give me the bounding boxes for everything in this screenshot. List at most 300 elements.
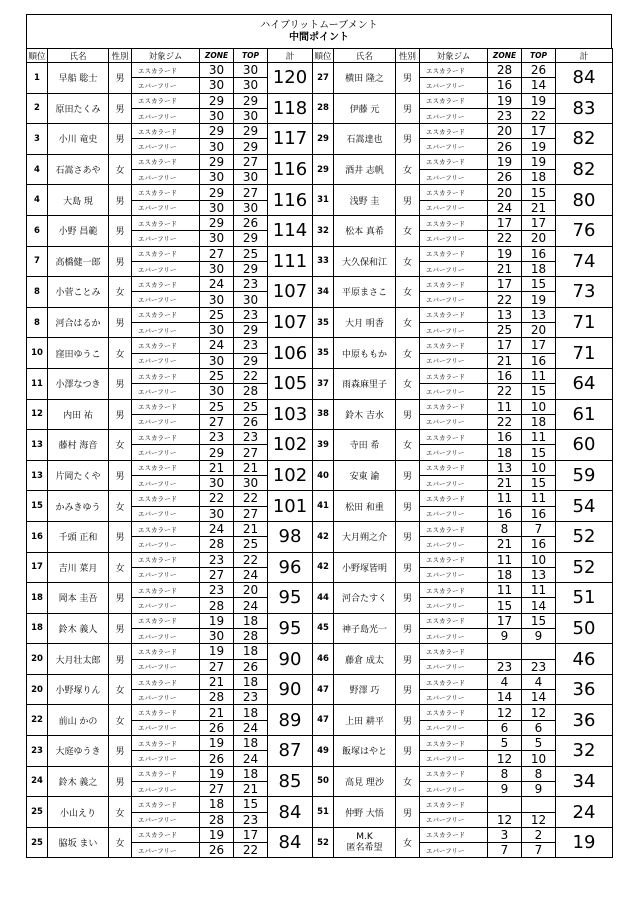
gym-cell: エスカラード xyxy=(420,827,488,842)
gym-cell: エバーフリー xyxy=(420,476,488,491)
top-cell: 24 xyxy=(234,567,268,582)
rank-cell: 27 xyxy=(313,63,334,94)
zone-cell xyxy=(488,797,522,812)
table-row xyxy=(27,491,613,506)
header-total: 計 xyxy=(268,49,313,63)
sex-cell: 男 xyxy=(396,124,420,155)
table-row xyxy=(27,368,613,383)
top-cell: 23 xyxy=(234,430,268,445)
top-cell: 29 xyxy=(234,353,268,368)
zone-cell: 3 xyxy=(488,827,522,842)
top-cell: 29 xyxy=(234,231,268,246)
name-cell: 横田 隆之 xyxy=(334,63,396,94)
sex-cell: 男 xyxy=(396,552,420,583)
gym-cell: エバーフリー xyxy=(420,414,488,429)
top-cell: 27 xyxy=(234,185,268,200)
header-zone: ZONE xyxy=(200,49,234,63)
gym-cell: エバーフリー xyxy=(132,78,200,93)
gym-cell: エスカラード xyxy=(420,552,488,567)
rank-cell: 42 xyxy=(313,521,334,552)
total-cell: 90 xyxy=(268,674,313,705)
gym-cell: エバーフリー xyxy=(420,353,488,368)
top-cell: 15 xyxy=(522,185,556,200)
top-cell: 25 xyxy=(234,399,268,414)
rank-cell: 7 xyxy=(27,246,48,277)
zone-cell: 30 xyxy=(200,384,234,399)
top-cell: 30 xyxy=(234,170,268,185)
zone-cell: 28 xyxy=(200,812,234,827)
header-total: 計 xyxy=(556,49,613,63)
rank-cell: 38 xyxy=(313,399,334,430)
gym-cell: エスカラード xyxy=(132,399,200,414)
rank-cell: 47 xyxy=(313,705,334,736)
zone-cell: 21 xyxy=(200,460,234,475)
top-cell: 21 xyxy=(234,460,268,475)
gym-cell: エスカラード xyxy=(420,338,488,353)
zone-cell: 24 xyxy=(200,277,234,292)
rank-cell: 11 xyxy=(27,368,48,399)
total-cell: 76 xyxy=(556,215,613,246)
gym-cell: エバーフリー xyxy=(420,720,488,735)
top-cell: 17 xyxy=(234,827,268,842)
gym-cell: エスカラード xyxy=(132,246,200,261)
sex-cell: 男 xyxy=(109,307,132,338)
gym-cell: エスカラード xyxy=(420,491,488,506)
top-cell: 11 xyxy=(522,583,556,598)
sex-cell: 女 xyxy=(109,491,132,522)
zone-cell: 30 xyxy=(200,261,234,276)
gym-cell: エスカラード xyxy=(420,613,488,628)
zone-cell: 7 xyxy=(488,843,522,858)
name-cell: 安東 諭 xyxy=(334,460,396,491)
gym-cell: エバーフリー xyxy=(132,353,200,368)
zone-cell: 12 xyxy=(488,705,522,720)
gym-cell: エバーフリー xyxy=(132,384,200,399)
zone-cell: 29 xyxy=(200,154,234,169)
total-cell: 116 xyxy=(268,185,313,216)
top-cell: 22 xyxy=(234,368,268,383)
gym-cell: エバーフリー xyxy=(132,108,200,123)
zone-cell: 25 xyxy=(200,399,234,414)
name-cell: 原田たくみ xyxy=(48,93,109,124)
name-cell: 雨森麻里子 xyxy=(334,368,396,399)
rank-cell: 4 xyxy=(27,154,48,185)
rank-cell: 47 xyxy=(313,674,334,705)
name-cell: 藤村 海音 xyxy=(48,430,109,461)
rank-cell: 1 xyxy=(27,63,48,94)
gym-cell: エバーフリー xyxy=(420,384,488,399)
gym-cell: エスカラード xyxy=(420,368,488,383)
zone-cell: 24 xyxy=(488,200,522,215)
rank-cell: 20 xyxy=(27,674,48,705)
zone-cell: 4 xyxy=(488,674,522,689)
top-cell: 24 xyxy=(234,598,268,613)
gym-cell: エスカラード xyxy=(420,674,488,689)
top-cell: 15 xyxy=(522,476,556,491)
gym-cell: エスカラード xyxy=(132,674,200,689)
zone-cell: 26 xyxy=(488,139,522,154)
rank-cell: 25 xyxy=(27,797,48,828)
rank-cell: 40 xyxy=(313,460,334,491)
top-cell: 22 xyxy=(234,843,268,858)
zone-cell: 21 xyxy=(488,353,522,368)
zone-cell: 30 xyxy=(200,476,234,491)
total-cell: 102 xyxy=(268,460,313,491)
top-cell: 8 xyxy=(522,766,556,781)
zone-cell: 19 xyxy=(200,827,234,842)
top-cell: 10 xyxy=(522,399,556,414)
gym-cell: エスカラード xyxy=(132,338,200,353)
header-gym: 対象ジム xyxy=(132,49,200,63)
gym-cell: エスカラード xyxy=(132,613,200,628)
top-cell: 26 xyxy=(234,215,268,230)
gym-cell: エスカラード xyxy=(420,766,488,781)
total-cell: 89 xyxy=(268,705,313,736)
top-cell: 30 xyxy=(234,63,268,78)
zone-cell: 19 xyxy=(488,93,522,108)
sex-cell: 男 xyxy=(109,736,132,767)
zone-cell: 30 xyxy=(200,231,234,246)
table-row xyxy=(27,521,613,536)
zone-cell: 30 xyxy=(200,200,234,215)
name-cell: 鈴木 義人 xyxy=(48,613,109,644)
gym-cell: エバーフリー xyxy=(132,720,200,735)
total-cell: 82 xyxy=(556,124,613,155)
sex-cell: 女 xyxy=(109,552,132,583)
total-cell: 52 xyxy=(556,521,613,552)
zone-cell: 29 xyxy=(200,93,234,108)
total-cell: 82 xyxy=(556,154,613,185)
rank-cell: 24 xyxy=(27,766,48,797)
top-cell: 18 xyxy=(234,613,268,628)
sex-cell: 男 xyxy=(109,766,132,797)
gym-cell: エスカラード xyxy=(132,736,200,751)
top-cell: 28 xyxy=(234,384,268,399)
zone-cell: 30 xyxy=(200,170,234,185)
top-cell: 16 xyxy=(522,246,556,261)
sex-cell: 男 xyxy=(109,460,132,491)
sex-cell: 女 xyxy=(109,430,132,461)
name-cell: 小澤なつき xyxy=(48,368,109,399)
zone-cell: 20 xyxy=(488,185,522,200)
top-cell: 27 xyxy=(234,445,268,460)
total-cell: 107 xyxy=(268,307,313,338)
zone-cell: 26 xyxy=(200,843,234,858)
zone-cell: 11 xyxy=(488,583,522,598)
gym-cell: エバーフリー xyxy=(132,323,200,338)
top-cell: 14 xyxy=(522,598,556,613)
zone-cell: 30 xyxy=(200,139,234,154)
top-cell: 17 xyxy=(522,338,556,353)
zone-cell: 13 xyxy=(488,460,522,475)
total-cell: 71 xyxy=(556,307,613,338)
zone-cell: 24 xyxy=(200,521,234,536)
top-cell: 24 xyxy=(234,751,268,766)
total-cell: 24 xyxy=(556,797,613,828)
gym-cell: エバーフリー xyxy=(132,445,200,460)
gym-cell: エスカラード xyxy=(420,307,488,322)
rank-cell: 29 xyxy=(313,154,334,185)
top-cell: 17 xyxy=(522,124,556,139)
top-cell: 15 xyxy=(522,384,556,399)
gym-cell: エバーフリー xyxy=(132,231,200,246)
sex-cell: 男 xyxy=(109,124,132,155)
total-cell: 74 xyxy=(556,246,613,277)
gym-cell: エバーフリー xyxy=(420,108,488,123)
gym-cell: エスカラード xyxy=(420,644,488,659)
header-gym: 対象ジム xyxy=(420,49,488,63)
name-cell: 小川 竜史 xyxy=(48,124,109,155)
top-cell: 9 xyxy=(522,628,556,643)
sex-cell: 男 xyxy=(396,63,420,94)
rank-cell: 6 xyxy=(27,215,48,246)
top-cell: 23 xyxy=(234,338,268,353)
header-sex: 性別 xyxy=(396,49,420,63)
gym-cell: エスカラード xyxy=(420,736,488,751)
zone-cell: 27 xyxy=(200,781,234,796)
rank-cell: 13 xyxy=(27,430,48,461)
name-cell: 高見 理沙 xyxy=(334,766,396,797)
top-cell: 11 xyxy=(522,491,556,506)
top-cell: 23 xyxy=(234,812,268,827)
zone-cell: 29 xyxy=(200,445,234,460)
gym-cell: エバーフリー xyxy=(420,231,488,246)
total-cell: 120 xyxy=(268,63,313,94)
top-cell: 28 xyxy=(234,628,268,643)
name-cell: 鈴木 吉水 xyxy=(334,399,396,430)
zone-cell: 29 xyxy=(200,215,234,230)
sex-cell: 男 xyxy=(109,613,132,644)
name-cell: 河合たすく xyxy=(334,583,396,614)
title-box xyxy=(26,14,612,48)
name-cell: 大島 現 xyxy=(48,185,109,216)
header-row xyxy=(27,49,613,63)
zone-cell: 17 xyxy=(488,277,522,292)
name-cell: 千頭 正和 xyxy=(48,521,109,552)
zone-cell: 19 xyxy=(200,766,234,781)
gym-cell: エバーフリー xyxy=(420,812,488,827)
gym-cell: エバーフリー xyxy=(132,751,200,766)
zone-cell: 17 xyxy=(488,215,522,230)
gym-cell: エバーフリー xyxy=(132,690,200,705)
sex-cell: 男 xyxy=(396,736,420,767)
gym-cell: エスカラード xyxy=(420,246,488,261)
total-cell: 51 xyxy=(556,583,613,614)
top-cell: 18 xyxy=(234,674,268,689)
top-cell: 24 xyxy=(234,720,268,735)
name-cell: 平原まさこ xyxy=(334,277,396,308)
name-cell: 大月壮太郎 xyxy=(48,644,109,675)
top-cell: 20 xyxy=(522,231,556,246)
top-cell: 15 xyxy=(522,613,556,628)
total-cell: 73 xyxy=(556,277,613,308)
top-cell: 29 xyxy=(234,261,268,276)
zone-cell: 8 xyxy=(488,521,522,536)
zone-cell: 11 xyxy=(488,552,522,567)
gym-cell: エスカラード xyxy=(420,124,488,139)
zone-cell: 23 xyxy=(488,659,522,674)
top-cell: 10 xyxy=(522,552,556,567)
sex-cell: 男 xyxy=(396,797,420,828)
top-cell: 23 xyxy=(234,690,268,705)
name-cell: 岡本 圭吾 xyxy=(48,583,109,614)
name-cell: 早船 聡士 xyxy=(48,63,109,94)
rank-cell: 15 xyxy=(27,491,48,522)
top-cell: 11 xyxy=(522,368,556,383)
top-cell: 18 xyxy=(522,170,556,185)
gym-cell: エバーフリー xyxy=(132,506,200,521)
gym-cell: エバーフリー xyxy=(420,659,488,674)
sex-cell: 女 xyxy=(109,827,132,858)
total-cell: 96 xyxy=(268,552,313,583)
gym-cell: エスカラード xyxy=(132,215,200,230)
rank-cell: 39 xyxy=(313,430,334,461)
table-row xyxy=(27,460,613,475)
sex-cell: 女 xyxy=(396,338,420,369)
sex-cell: 男 xyxy=(396,583,420,614)
gym-cell: エスカラード xyxy=(132,521,200,536)
gym-cell: エバーフリー xyxy=(420,598,488,613)
gym-cell: エバーフリー xyxy=(420,781,488,796)
total-cell: 71 xyxy=(556,338,613,369)
name-cell: 松田 和重 xyxy=(334,491,396,522)
gym-cell: エバーフリー xyxy=(132,843,200,858)
name-cell: 藤倉 成太 xyxy=(334,644,396,675)
header-name: 氏名 xyxy=(334,49,396,63)
name-cell: 鈴木 義之 xyxy=(48,766,109,797)
zone-cell: 8 xyxy=(488,766,522,781)
name-cell: 浅野 圭 xyxy=(334,185,396,216)
zone-cell: 23 xyxy=(200,430,234,445)
gym-cell: エスカラード xyxy=(420,63,488,78)
gym-cell: エバーフリー xyxy=(132,598,200,613)
rank-cell: 25 xyxy=(27,827,48,858)
total-cell: 83 xyxy=(556,93,613,124)
top-cell: 16 xyxy=(522,506,556,521)
name-cell: 片岡たくや xyxy=(48,460,109,491)
top-cell: 30 xyxy=(234,200,268,215)
zone-cell: 11 xyxy=(488,491,522,506)
header-top: TOP xyxy=(234,49,268,63)
gym-cell: エスカラード xyxy=(132,154,200,169)
gym-cell: エバーフリー xyxy=(132,476,200,491)
top-cell: 22 xyxy=(522,108,556,123)
name-cell: 伊藤 元 xyxy=(334,93,396,124)
table-row xyxy=(27,430,613,445)
zone-cell: 17 xyxy=(488,338,522,353)
gym-cell: エスカラード xyxy=(132,307,200,322)
gym-cell: エスカラード xyxy=(420,460,488,475)
gym-cell: エバーフリー xyxy=(132,414,200,429)
total-cell: 61 xyxy=(556,399,613,430)
gym-cell: エスカラード xyxy=(132,63,200,78)
gym-cell: エスカラード xyxy=(420,154,488,169)
gym-cell: エスカラード xyxy=(132,552,200,567)
gym-cell: エスカラード xyxy=(132,460,200,475)
zone-cell: 27 xyxy=(200,567,234,582)
zone-cell: 21 xyxy=(200,705,234,720)
top-cell: 25 xyxy=(234,246,268,261)
name-cell: 飯塚はやと xyxy=(334,736,396,767)
gym-cell: エバーフリー xyxy=(420,537,488,552)
sex-cell: 男 xyxy=(396,399,420,430)
gym-cell: エスカラード xyxy=(420,430,488,445)
zone-cell: 16 xyxy=(488,430,522,445)
sex-cell: 男 xyxy=(396,705,420,736)
rank-cell: 18 xyxy=(27,583,48,614)
table-row xyxy=(27,766,613,781)
gym-cell: エバーフリー xyxy=(420,323,488,338)
name-cell: 高橋健一郎 xyxy=(48,246,109,277)
zone-cell: 20 xyxy=(488,124,522,139)
zone-cell xyxy=(488,644,522,659)
top-cell: 14 xyxy=(522,690,556,705)
top-cell: 16 xyxy=(522,353,556,368)
name-cell: 小野塚りん xyxy=(48,674,109,705)
total-cell: 84 xyxy=(268,797,313,828)
total-cell: 84 xyxy=(556,63,613,94)
sex-cell: 男 xyxy=(396,491,420,522)
zone-cell: 29 xyxy=(200,185,234,200)
top-cell xyxy=(522,797,556,812)
sex-cell: 女 xyxy=(109,338,132,369)
top-cell: 19 xyxy=(522,93,556,108)
zone-cell: 30 xyxy=(200,78,234,93)
gym-cell: エバーフリー xyxy=(420,78,488,93)
zone-cell: 19 xyxy=(200,736,234,751)
total-cell: 64 xyxy=(556,368,613,399)
zone-cell: 16 xyxy=(488,506,522,521)
table-row xyxy=(27,613,613,628)
rank-cell: 10 xyxy=(27,338,48,369)
zone-cell: 21 xyxy=(488,261,522,276)
name-cell: 上田 耕平 xyxy=(334,705,396,736)
top-cell: 21 xyxy=(522,200,556,215)
zone-cell: 5 xyxy=(488,736,522,751)
total-cell: 98 xyxy=(268,521,313,552)
top-cell: 4 xyxy=(522,674,556,689)
zone-cell: 27 xyxy=(200,414,234,429)
name-cell: 脇坂 まい xyxy=(48,827,109,858)
zone-cell: 24 xyxy=(200,338,234,353)
gym-cell: エスカラード xyxy=(132,491,200,506)
table-row xyxy=(27,63,613,78)
sex-cell: 男 xyxy=(109,215,132,246)
top-cell: 18 xyxy=(234,644,268,659)
zone-cell: 28 xyxy=(200,690,234,705)
zone-cell: 30 xyxy=(200,63,234,78)
table-row xyxy=(27,674,613,689)
gym-cell: エスカラード xyxy=(132,797,200,812)
rank-cell: 52 xyxy=(313,827,334,858)
total-cell: 111 xyxy=(268,246,313,277)
gym-cell: エスカラード xyxy=(132,644,200,659)
sex-cell: 男 xyxy=(396,613,420,644)
zone-cell: 22 xyxy=(488,414,522,429)
top-cell: 18 xyxy=(522,414,556,429)
gym-cell: エスカラード xyxy=(420,93,488,108)
sex-cell: 男 xyxy=(396,674,420,705)
top-cell: 29 xyxy=(234,323,268,338)
header-sex: 性別 xyxy=(109,49,132,63)
top-cell: 11 xyxy=(522,430,556,445)
zone-cell: 16 xyxy=(488,78,522,93)
top-cell: 9 xyxy=(522,781,556,796)
zone-cell: 30 xyxy=(200,353,234,368)
top-cell: 29 xyxy=(234,124,268,139)
top-cell: 22 xyxy=(234,491,268,506)
zone-cell: 16 xyxy=(488,368,522,383)
